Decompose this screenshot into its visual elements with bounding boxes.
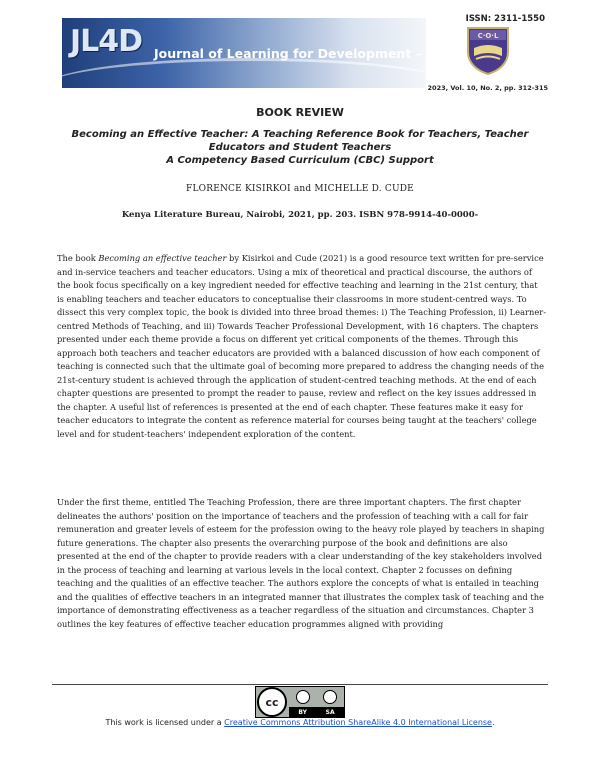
body-paragraph-2: Under the first theme, entitled The Teaching Profession, there are three important chapters. The first chapter delineates the authors' position on the importance of teachers and the profession of teaching with a call for fair remuneration and greater levels of esteem for the profession owing to the heavy role played by teachers in shaping future generations. The chapter also presents the overarching purpose of the book and definitions are also presented at the end of the chapter to provide readers with a clear understanding of the key stakeholders involved in the process of teaching and learning at various levels in the local context. Chapter 2 focusses on defining teaching and the qualities of an effective teacher. The authors explore the concepts of what is entailed in teaching and the qualities of effective teachers in an integrated manner that illustrates the complex task of teaching and the importance of demonstrating effectiveness as a teacher regardless of the situation and circumstances. Chapter 3 outlines the key features of effective teacher education programmes aligned with providing (57, 497, 545, 629)
paragraph-lead: The book (57, 253, 99, 263)
section-label: BOOK REVIEW (256, 106, 344, 119)
author-1: FLORENCE KISIRKOI (186, 184, 291, 194)
cc-logo-icon: cc (257, 687, 287, 717)
cc-labels (289, 707, 344, 717)
col-crest-icon (466, 26, 510, 76)
book-title-italic: Becoming an effective teacher (98, 253, 227, 263)
book-authors (60, 184, 540, 194)
issn: ISSN: 2311-1550 (465, 14, 545, 24)
issue-citation: 2023, Vol. 10, No. 2, pp. 312-315 (427, 84, 548, 92)
attribution-icon (296, 690, 310, 704)
cc-sa-label: SA (325, 708, 335, 716)
author-joiner: and (293, 184, 312, 194)
review-title-line: A Competency Based Curriculum (CBC) Support (166, 155, 434, 166)
share-alike-icon (323, 690, 337, 704)
review-title-line: Becoming an Effective Teacher: A Teaching Reference Book for Teachers, Teacher (71, 129, 529, 140)
author-2: MICHELLE D. CUDE (314, 184, 414, 194)
jl4d-logo: JL4D (70, 24, 143, 59)
footer-divider (52, 684, 548, 685)
body-paragraph-1 (57, 252, 547, 441)
paragraph-rest: by Kisirkoi and Cude (2021) is a good resource text written for pre-service and in-service teachers and teacher educators. Using a mix of theoretical and practical discourse, the authors of the book focus specifically on a key ingredient needed for effective teaching and learning in the 21st century, that is enabling teachers and teacher educators to conceptualise their classrooms in more student-centred ways. To dissect this very complex topic, the book is divided into three broad themes: i) The Teaching Profession, ii) Learner-centred Methods of Teaching, and iii) Towards Teacher Professional Development, with 16 chapters. The chapters presented under each theme provide a focus on different yet critical components of the themes. Through this approach both teachers and teacher educators are provided with a balanced discussion of how each component of teaching is connected such that the ultimate goal of becoming more prepared to address the changing needs of the 21st-century student is achieved through the application of student-centred teaching methods. At the end of each chapter questions are presented to prompt the reader to pause, review and reflect on the key issues addressed in the chapter. A useful list of references is presented at the end of each chapter. These features make it easy for teacher educators to integrate the content as reference material for courses being taught at the teachers' college level and for student-teachers' independent exploration of the content. (57, 253, 547, 439)
license-link[interactable]: Creative Commons Attribution ShareAlike 4.0 International License (224, 718, 492, 727)
journal-banner (62, 18, 458, 88)
col-badge-text: C·O·L (477, 32, 499, 40)
review-title (60, 128, 540, 167)
cc-badge-right (289, 687, 344, 717)
cc-icons (289, 687, 344, 707)
journal-title: Journal of Learning for Development – JL4D (154, 46, 458, 61)
journal-header (0, 0, 600, 100)
cc-by-label: BY (298, 708, 307, 716)
license-notice (0, 718, 600, 727)
license-suffix: . (491, 718, 495, 727)
cc-license-badge[interactable] (255, 686, 345, 718)
license-prefix: This work is licensed under a (105, 718, 225, 727)
publisher-info: Kenya Literature Bureau, Nairobi, 2021, pp. 203. ISBN 978-9914-40-0000- (121, 210, 479, 220)
review-title-line: Educators and Student Teachers (208, 142, 392, 153)
